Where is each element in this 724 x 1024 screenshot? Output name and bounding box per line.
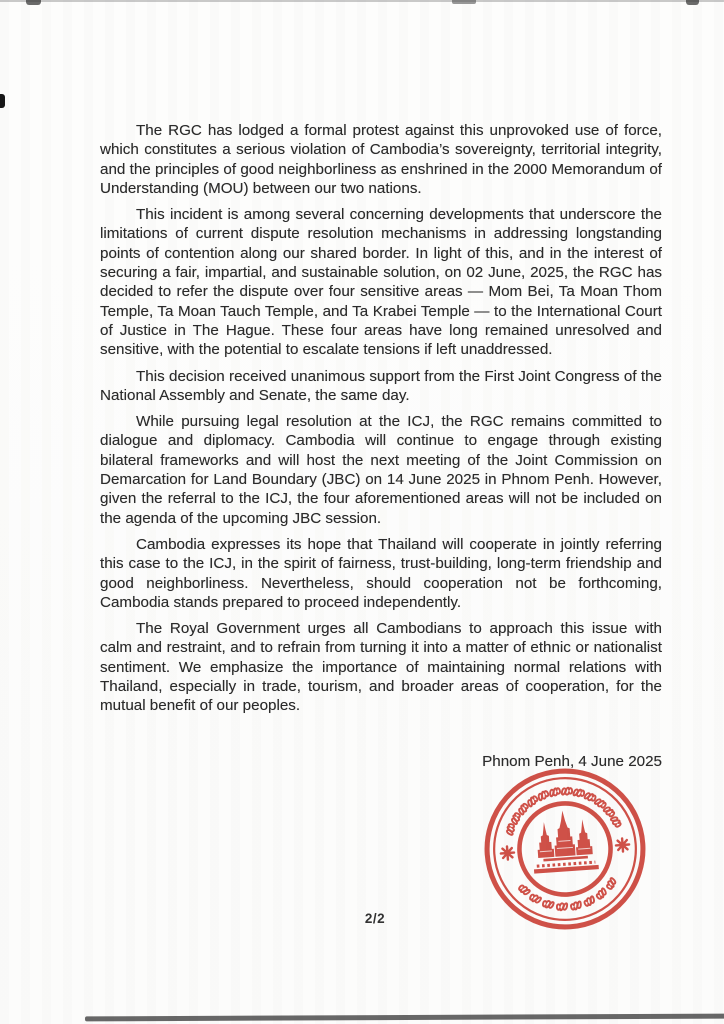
star-icon-left bbox=[500, 846, 514, 860]
page-number: 2/2 bbox=[364, 911, 386, 926]
body-paragraph: The RGC has lodged a formal protest against this unprovoked use of force, which constitutes a serious violation of Cambodia’s sovereignty, territorial integrity, and the principles of good neighborliness as enshrined in the 2000 Memorandum of Understanding (MOU) between our two nations. bbox=[100, 122, 662, 197]
body-paragraph: The Royal Government urges all Cambodians to approach this issue with calm and restraint, and to refrain from turning it into a matter of ethnic or nationalist sentiment. We emphasize the importance of maintaining normal relations with Thailand, especially in trade, tourism, and broader areas of cooperation, for the mutual benefit of our peoples. bbox=[100, 620, 662, 715]
body-paragraph: This decision received unanimous support from the First Joint Congress of the National Assembly and Senate, the same day. bbox=[100, 367, 662, 404]
body-paragraph: While pursuing legal resolution at the ICJ, the RGC remains committed to dialogue and diplomacy. Cambodia will continue to engage through existing bilateral frameworks and will host the next meeting of the Joint Commission on Demarcation for Land Boundary (JBC) on 14 June 2025 in Phnom Penh. However, given the referral to the ICJ, the four aforementioned areas will not be included on the agenda of the upcoming JBC session. bbox=[100, 413, 662, 527]
scan-artifact-top-edge bbox=[0, 0, 724, 2]
scan-artifact-left-edge bbox=[0, 94, 5, 108]
scan-artifact-bottom-edge bbox=[85, 1014, 724, 1022]
star-icon-right bbox=[616, 838, 630, 852]
royal-government-seal bbox=[476, 760, 653, 937]
scan-artifact-top-middle bbox=[452, 0, 476, 4]
dateline: Phnom Penh, 4 June 2025 bbox=[482, 753, 662, 770]
scan-artifact-top-left bbox=[26, 0, 41, 5]
body-paragraph: This incident is among several concerning developments that underscore the limitations of current dispute resolution mechanisms in addressing longstanding points of contention along our shared border. In light of this, and in the interest of securing a fair, impartial, and sustainable solution, on 02 June, 2025, the RGC has decided to refer the dispute over four sensitive areas — Mom Bei, Ta Moan Thom Temple, Ta Moan Tauch Temple, and Ta Krabei Temple — to the International Court of Justice in The Hague. These four areas have long remained unresolved and sensitive, with the potential to escalate tensions if left unaddressed. bbox=[100, 206, 662, 359]
angkor-towers-icon bbox=[530, 808, 599, 873]
scan-artifact-top-right bbox=[686, 0, 699, 5]
body-paragraph: Cambodia expresses its hope that Thailand will cooperate in jointly referring this case to the ICJ, in the spirit of fairness, trust-building, long-term friendship and good neighborliness. Nevertheless, should cooperation not be forthcoming, Cambodia stands prepared to proceed independently. bbox=[100, 535, 662, 611]
document-body bbox=[100, 121, 662, 723]
